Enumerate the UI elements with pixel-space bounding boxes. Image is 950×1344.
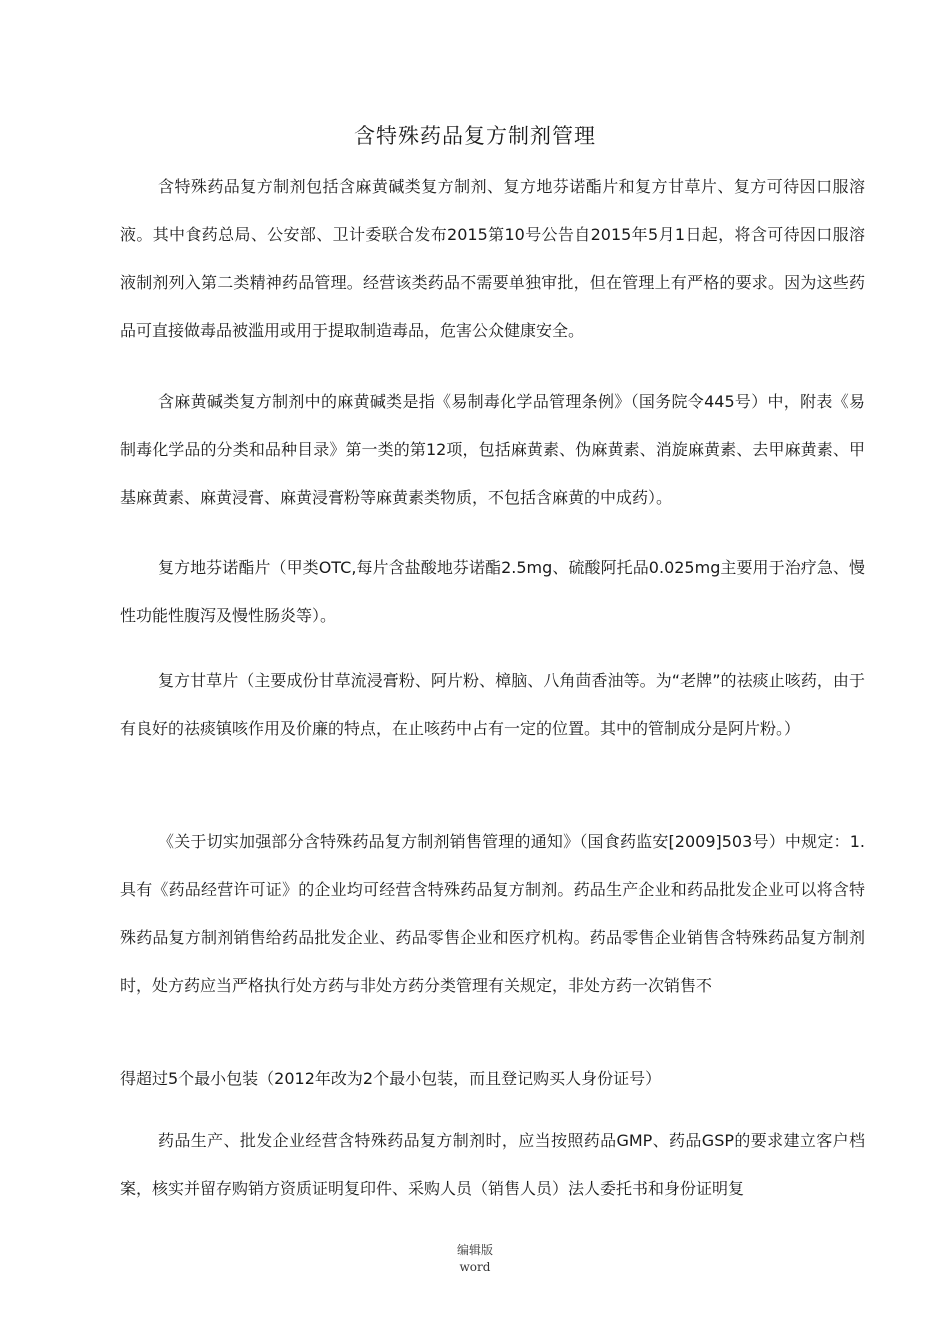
paragraph-3: 复方地芬诺酯片（甲类OTC,每片含盐酸地芬诺酯2.5mg、硫酸阿托品0.025mg主要用于治疗急、慢性功能性腹泻及慢性肠炎等）。 bbox=[120, 558, 865, 625]
paragraph-2: 含麻黄碱类复方制剂中的麻黄碱类是指《易制毒化学品管理条例》（国务院令445号）中，附表《易制毒化学品的分类和品种目录》第一类的第12项，包括麻黄素、伪麻黄素、消旋麻黄素、去甲麻黄素、甲基麻黄素、麻黄浸膏、麻黄浸膏粉等麻黄素类物质，不包括含麻黄的中成药）。 bbox=[120, 392, 865, 507]
paragraph-7: 药品生产、批发企业经营含特殊药品复方制剂时，应当按照药品GMP、药品GSP的要求建立客户档案，核实并留存购销方资质证明复印件、采购人员（销售人员）法人委托书和身份证明复 bbox=[120, 1131, 865, 1198]
document-title: 含特殊药品复方制剂管理 bbox=[354, 124, 596, 148]
footer-sublabel: word bbox=[459, 1260, 491, 1274]
paragraph-1: 含特殊药品复方制剂包括含麻黄碱类复方制剂、复方地芬诺酯片和复方甘草片、复方可待因口服溶液。其中食药总局、公安部、卫计委联合发布2015第10号公告自2015年5月1日起，将含可待因口服溶液制剂列入第二类精神药品管理。经营该类药品不需要单独审批，但在管理上有严格的要求。因为这些药品可直接做毒品被滥用或用于提取制造毒品，危害公众健康安全。 bbox=[120, 177, 865, 340]
paragraph-4: 复方甘草片（主要成份甘草流浸膏粉、阿片粉、樟脑、八角茴香油等。为“老牌”的祛痰止咳药，由于有良好的祛痰镇咳作用及价廉的特点，在止咳药中占有一定的位置。其中的管制成分是阿片粉。） bbox=[120, 671, 865, 738]
paragraph-6: 得超过5个最小包装（2012年改为2个最小包装，而且登记购买人身份证号） bbox=[120, 1069, 662, 1088]
paragraph-5: 《关于切实加强部分含特殊药品复方制剂销售管理的通知》（国食药监安[2009]503号）中规定：1.具有《药品经营许可证》的企业均可经营含特殊药品复方制剂。药品生产企业和药品批发企业可以将含特殊药品复方制剂销售给药品批发企业、药品零售企业和医疗机构。药品零售企业销售含特殊药品复方制剂时，处方药应当严格执行处方药与非处方药分类管理有关规定，非处方药一次销售不 bbox=[120, 832, 865, 995]
footer-label: 编辑版 bbox=[456, 1243, 493, 1257]
